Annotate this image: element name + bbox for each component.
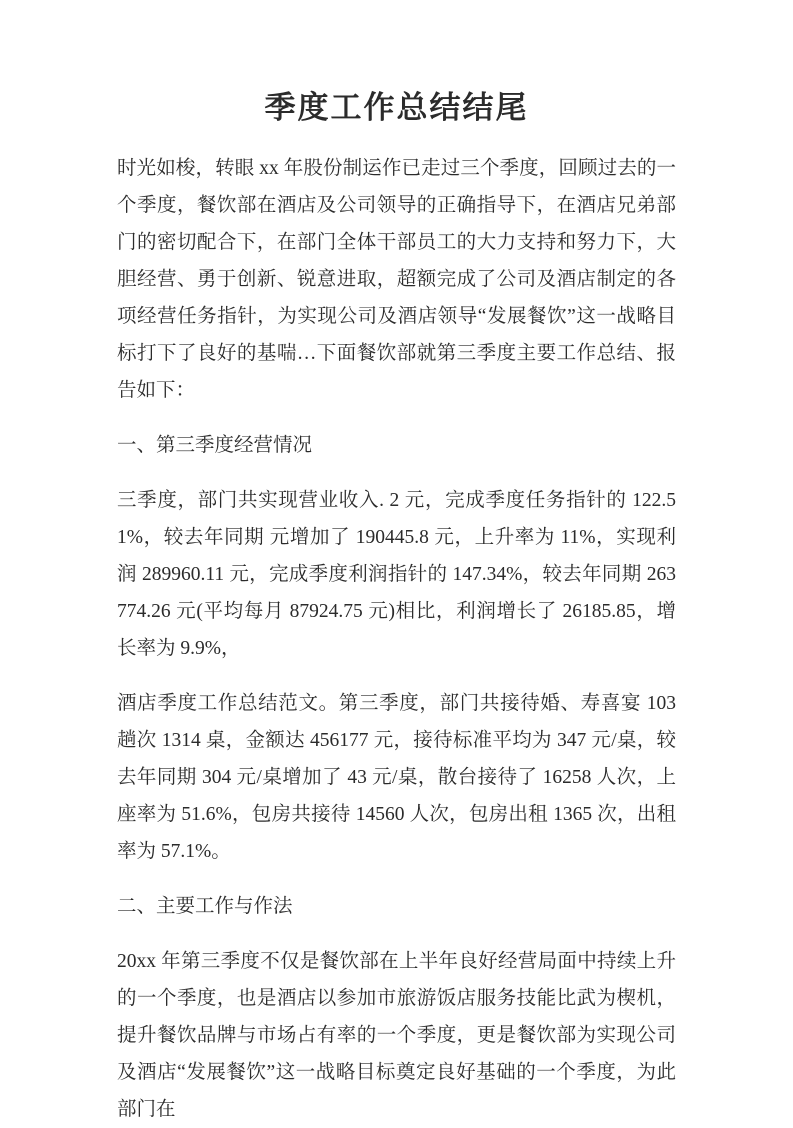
intro-paragraph: 时光如梭，转眼 xx 年股份制运作已走过三个季度，回顾过去的一个季度，餐饮部在酒店及公司领导的正确指导下，在酒店兄弟部门的密切配合下，在部门全体干部员工的大力支持和努力下，大胆经营、勇于创新、锐意进取，超额完成了公司及酒店制定的各项经营任务指针，为实现公司及酒店领导“发展餐饮”这一战略目标打下了良好的基喘…下面餐饮部就第三季度主要工作总结、报告如下： <box>117 158 676 401</box>
section1-paragraph-banquet: 酒店季度工作总结范文。第三季度，部门共接待婚、寿喜宴 103 趟次 1314 桌，金额达 456177 元，接待标准平均为 347 元/桌，较去年同期 304 元/桌增加了 43 元/桌，散台接待了 16258 人次，上座率为 51.6%，包房共接待 14560 人次，包房出租 1365 次，出租率为 57.1%。 <box>117 693 676 862</box>
section2-paragraph: 20xx 年第三季度不仅是餐饮部在上半年良好经营局面中持续上升的一个季度，也是酒店以参加市旅游饭店服务技能比武为楔机，提升餐饮品牌与市场占有率的一个季度，更是餐饮部为实现公司及酒店“发展餐饮”这一战略目标奠定良好基础的一个季度，为此部门在 <box>117 951 676 1120</box>
section1-paragraph-revenue: 三季度，部门共实现营业收入. 2 元，完成季度任务指针的 122.51%，较去年同期 元增加了 190445.8 元，上升率为 11%，实现利润 289960.11 元，完成季度利润指针的 147.34%，较去年同期 263774.26 元(平均每月 87924.75 元)相比，利润增长了 26185.85，增长率为 9.9%， <box>117 490 676 659</box>
document-title: 季度工作总结结尾 <box>264 90 529 125</box>
section-heading-1: 一、第三季度经营情况 <box>117 435 313 456</box>
section-heading-2: 二、主要工作与作法 <box>117 896 293 917</box>
